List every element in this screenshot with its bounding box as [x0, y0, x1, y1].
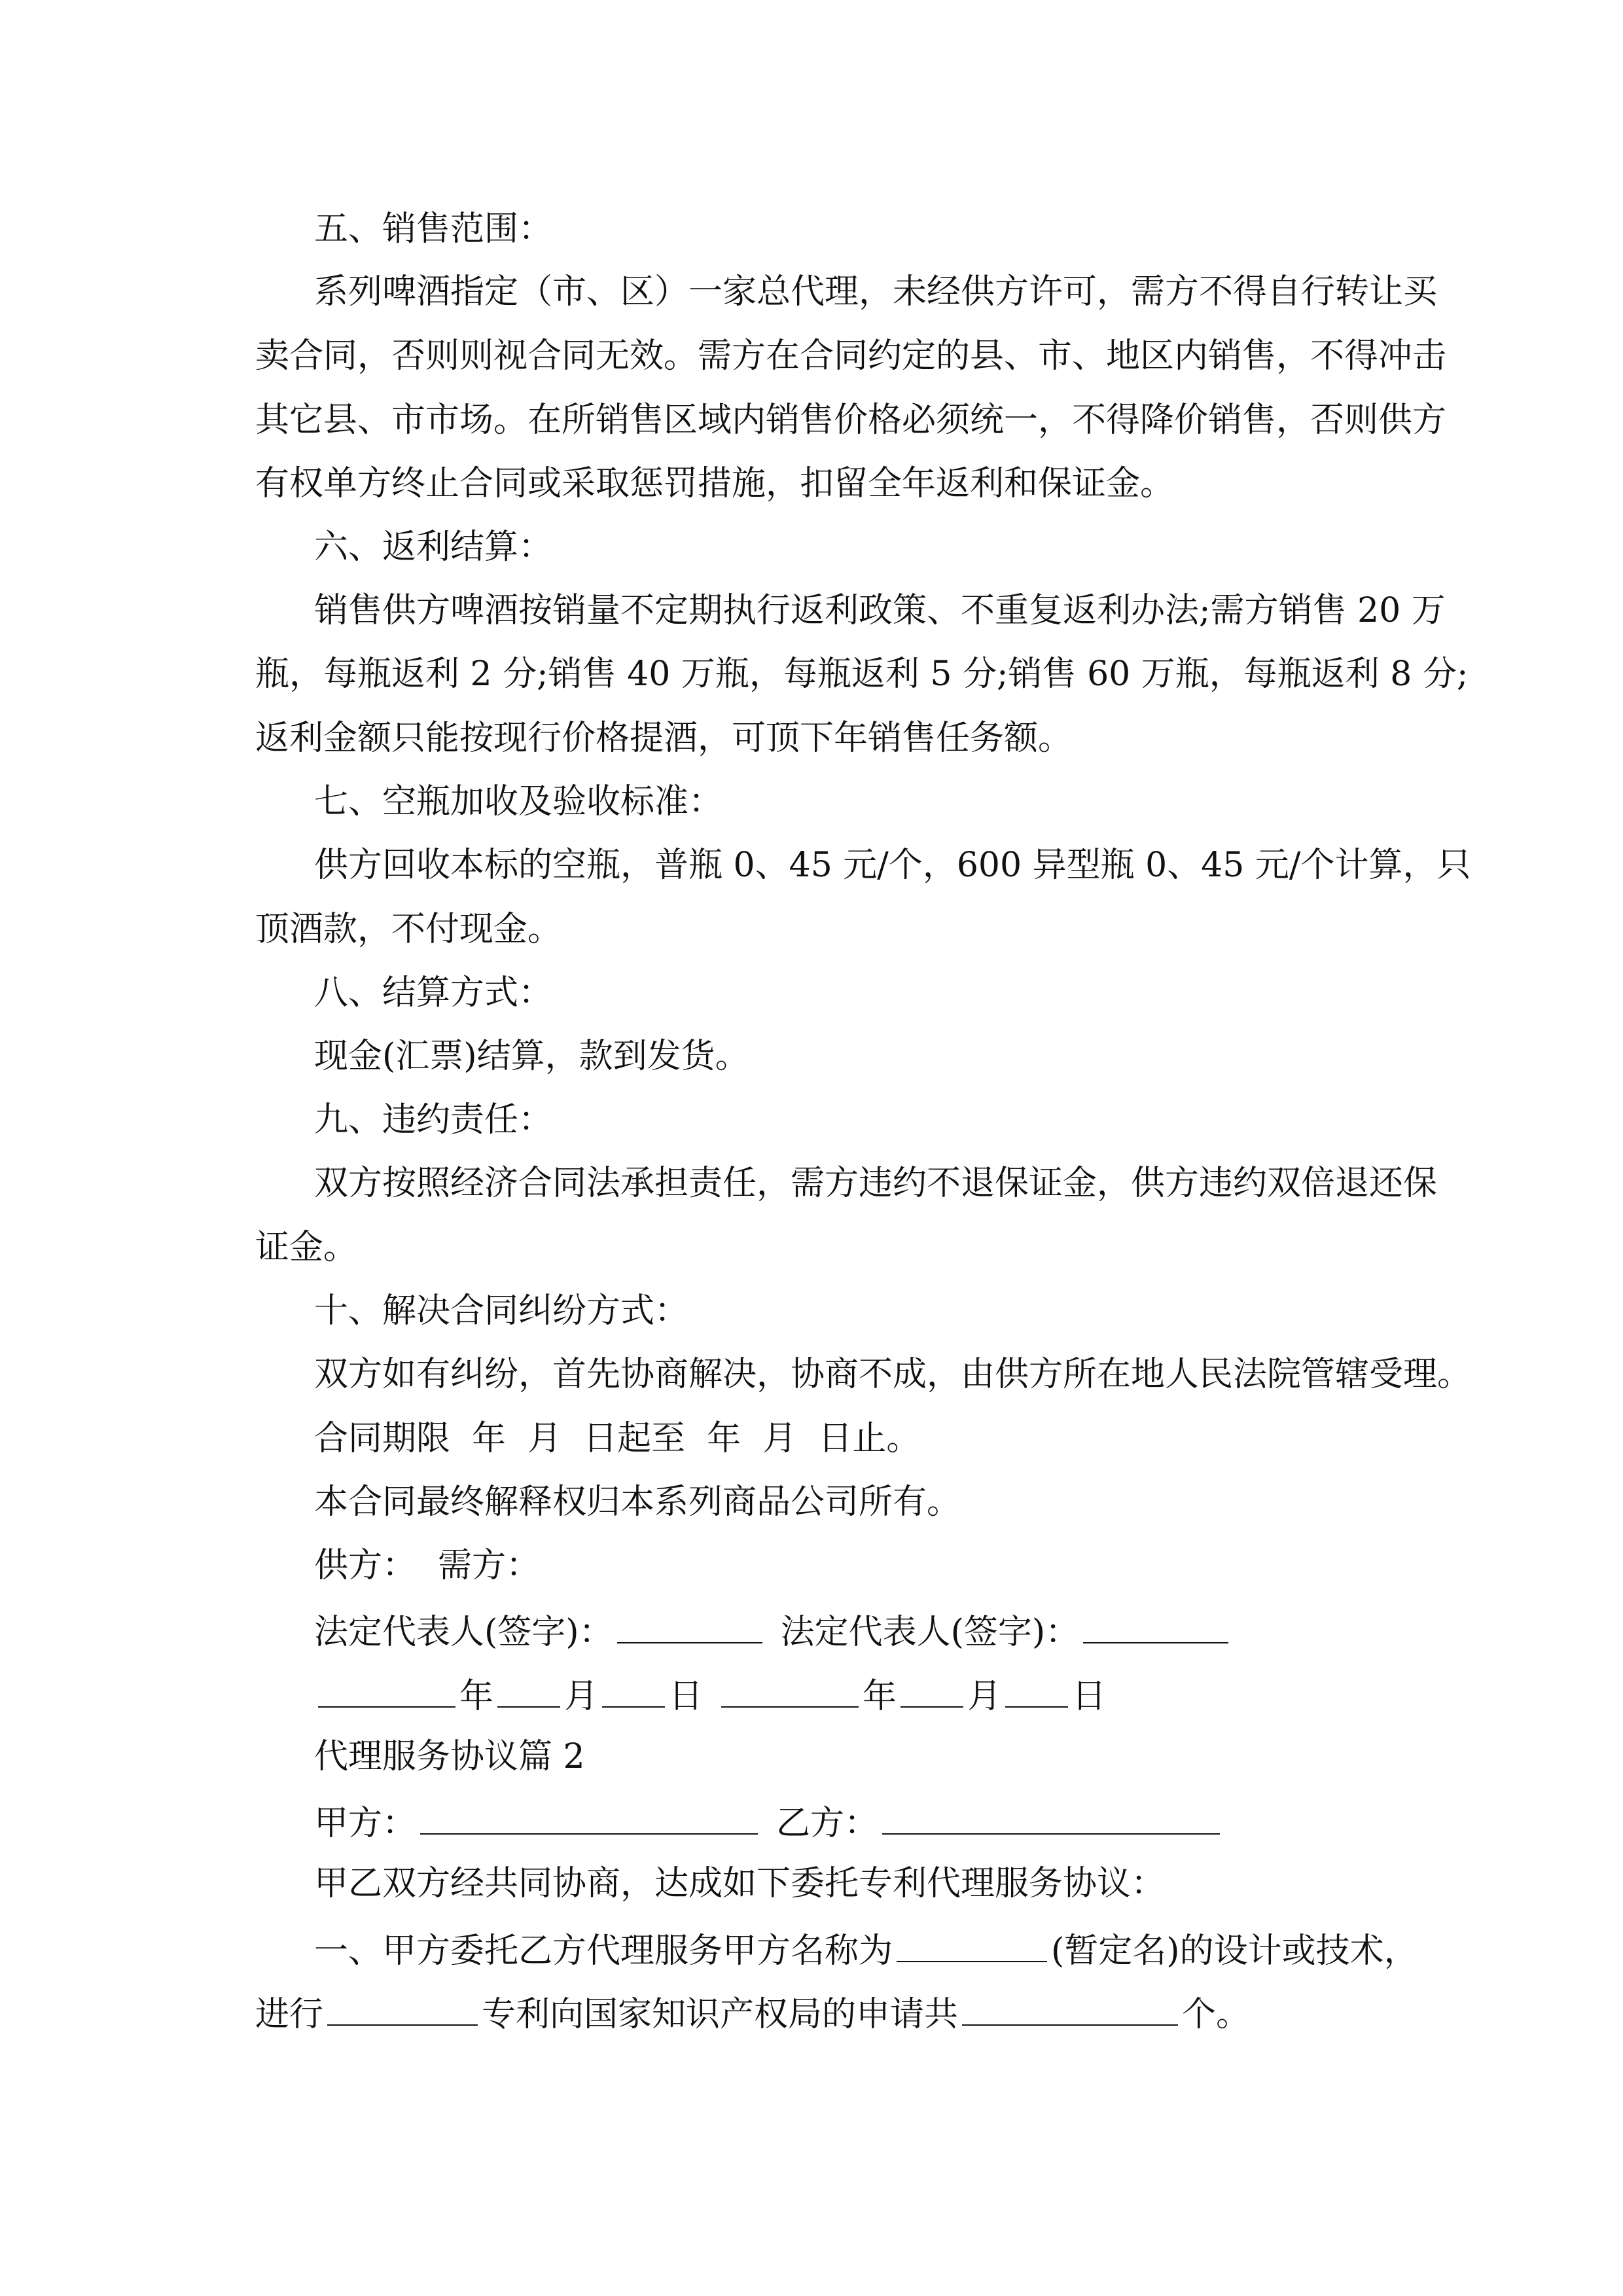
section-5-text-line: 其它县、市市场。在所销售区域内销售价格必须统一，不得降价销售，否则供方 [255, 401, 1447, 440]
rep-label-supplier: 法定代表人(签字)： [314, 1613, 613, 1652]
month-blank[interactable] [901, 1672, 963, 1708]
day-blank[interactable] [1005, 1672, 1068, 1708]
section-7-title: 七、空瓶加收及验收标准： [314, 782, 723, 821]
section-6-text-line: 瓶，每瓶返利 2 分;销售 40 万瓶，每瓶返利 5 分;销售 60 万瓶，每瓶返利 8 分; [255, 655, 1469, 694]
month-blank[interactable] [497, 1672, 560, 1708]
section-6-title: 六、返利结算： [314, 528, 553, 567]
agreement-intro: 甲乙双方经共同协商，达成如下委托专利代理服务协议： [314, 1864, 1166, 1903]
section-5-text-line: 系列啤酒指定（市、区）一家总代理，未经供方许可，需方不得自行转让买 [314, 272, 1438, 312]
signature-blank[interactable] [1083, 1608, 1228, 1643]
section-heading-2: 代理服务协议篇 2 [314, 1737, 585, 1776]
section-5-title: 五、销售范围： [314, 209, 553, 249]
signature-blank[interactable] [617, 1608, 762, 1643]
patent-type-blank[interactable] [327, 1990, 478, 2026]
year-blank[interactable] [318, 1672, 455, 1708]
contract-term-line: 合同期限 年 月 日起至 年 月 日止。 [314, 1419, 921, 1458]
section-9-title: 九、违约责任： [314, 1100, 553, 1139]
final-interpretation-line: 本合同最终解释权归本系列商品公司所有。 [314, 1482, 961, 1522]
day-blank[interactable] [602, 1672, 665, 1708]
section-6-text-line: 销售供方啤酒按销量不定期执行返利政策、不重复返利办法;需方销售 20 万 [314, 591, 1446, 630]
parties-line: 供方： 需方： [314, 1546, 541, 1585]
application-count-blank[interactable] [962, 1990, 1178, 2026]
section-10-title: 十、解决合同纠纷方式： [314, 1291, 689, 1331]
section-5-text-line: 有权单方终止合同或采取惩罚措施，扣留全年返利和保证金。 [255, 464, 1175, 503]
date-line: 年 月 日 年 月 日 [314, 1672, 1381, 1717]
section-7-text-line: 顶酒款，不付现金。 [255, 910, 562, 949]
section-6-text-line: 返利金额只能按现行价格提酒，可顶下年销售任务额。 [255, 719, 1073, 758]
party-b-label: 乙方： [776, 1804, 879, 1843]
section-9-text-line: 证金。 [255, 1228, 358, 1267]
clause-1-line: 进行 专利向国家知识产权局的申请共 个。 [255, 1990, 1381, 2036]
section-9-text-line: 双方按照经济合同法承担责任，需方违约不退保证金，供方违约双倍退还保 [314, 1164, 1438, 1203]
section-8-title: 八、结算方式： [314, 973, 553, 1013]
year-blank[interactable] [721, 1672, 859, 1708]
party-a-label: 甲方： [314, 1804, 417, 1843]
design-name-blank[interactable] [897, 1927, 1047, 1962]
signature-line [314, 1608, 1381, 1653]
party-line [314, 1799, 1381, 1844]
party-a-blank[interactable] [420, 1799, 758, 1835]
section-10-text-line: 双方如有纠纷，首先协商解决，协商不成，由供方所在地人民法院管辖受理。 [314, 1355, 1472, 1394]
clause-1-line: 一、甲方委托乙方代理服务甲方名称为 (暂定名)的设计或技术， [314, 1927, 1381, 1972]
section-8-text-line: 现金(汇票)结算，款到发货。 [314, 1037, 749, 1076]
rep-label-buyer: 法定代表人(签字)： [780, 1613, 1080, 1652]
section-7-text-line: 供方回收本标的空瓶，普瓶 0、45 元/个，600 异型瓶 0、45 元/个计算，只 [314, 846, 1471, 885]
party-b-blank[interactable] [882, 1799, 1220, 1835]
section-5-text-line: 卖合同，否则则视合同无效。需方在合同约定的县、市、地区内销售，不得冲击 [255, 336, 1447, 376]
